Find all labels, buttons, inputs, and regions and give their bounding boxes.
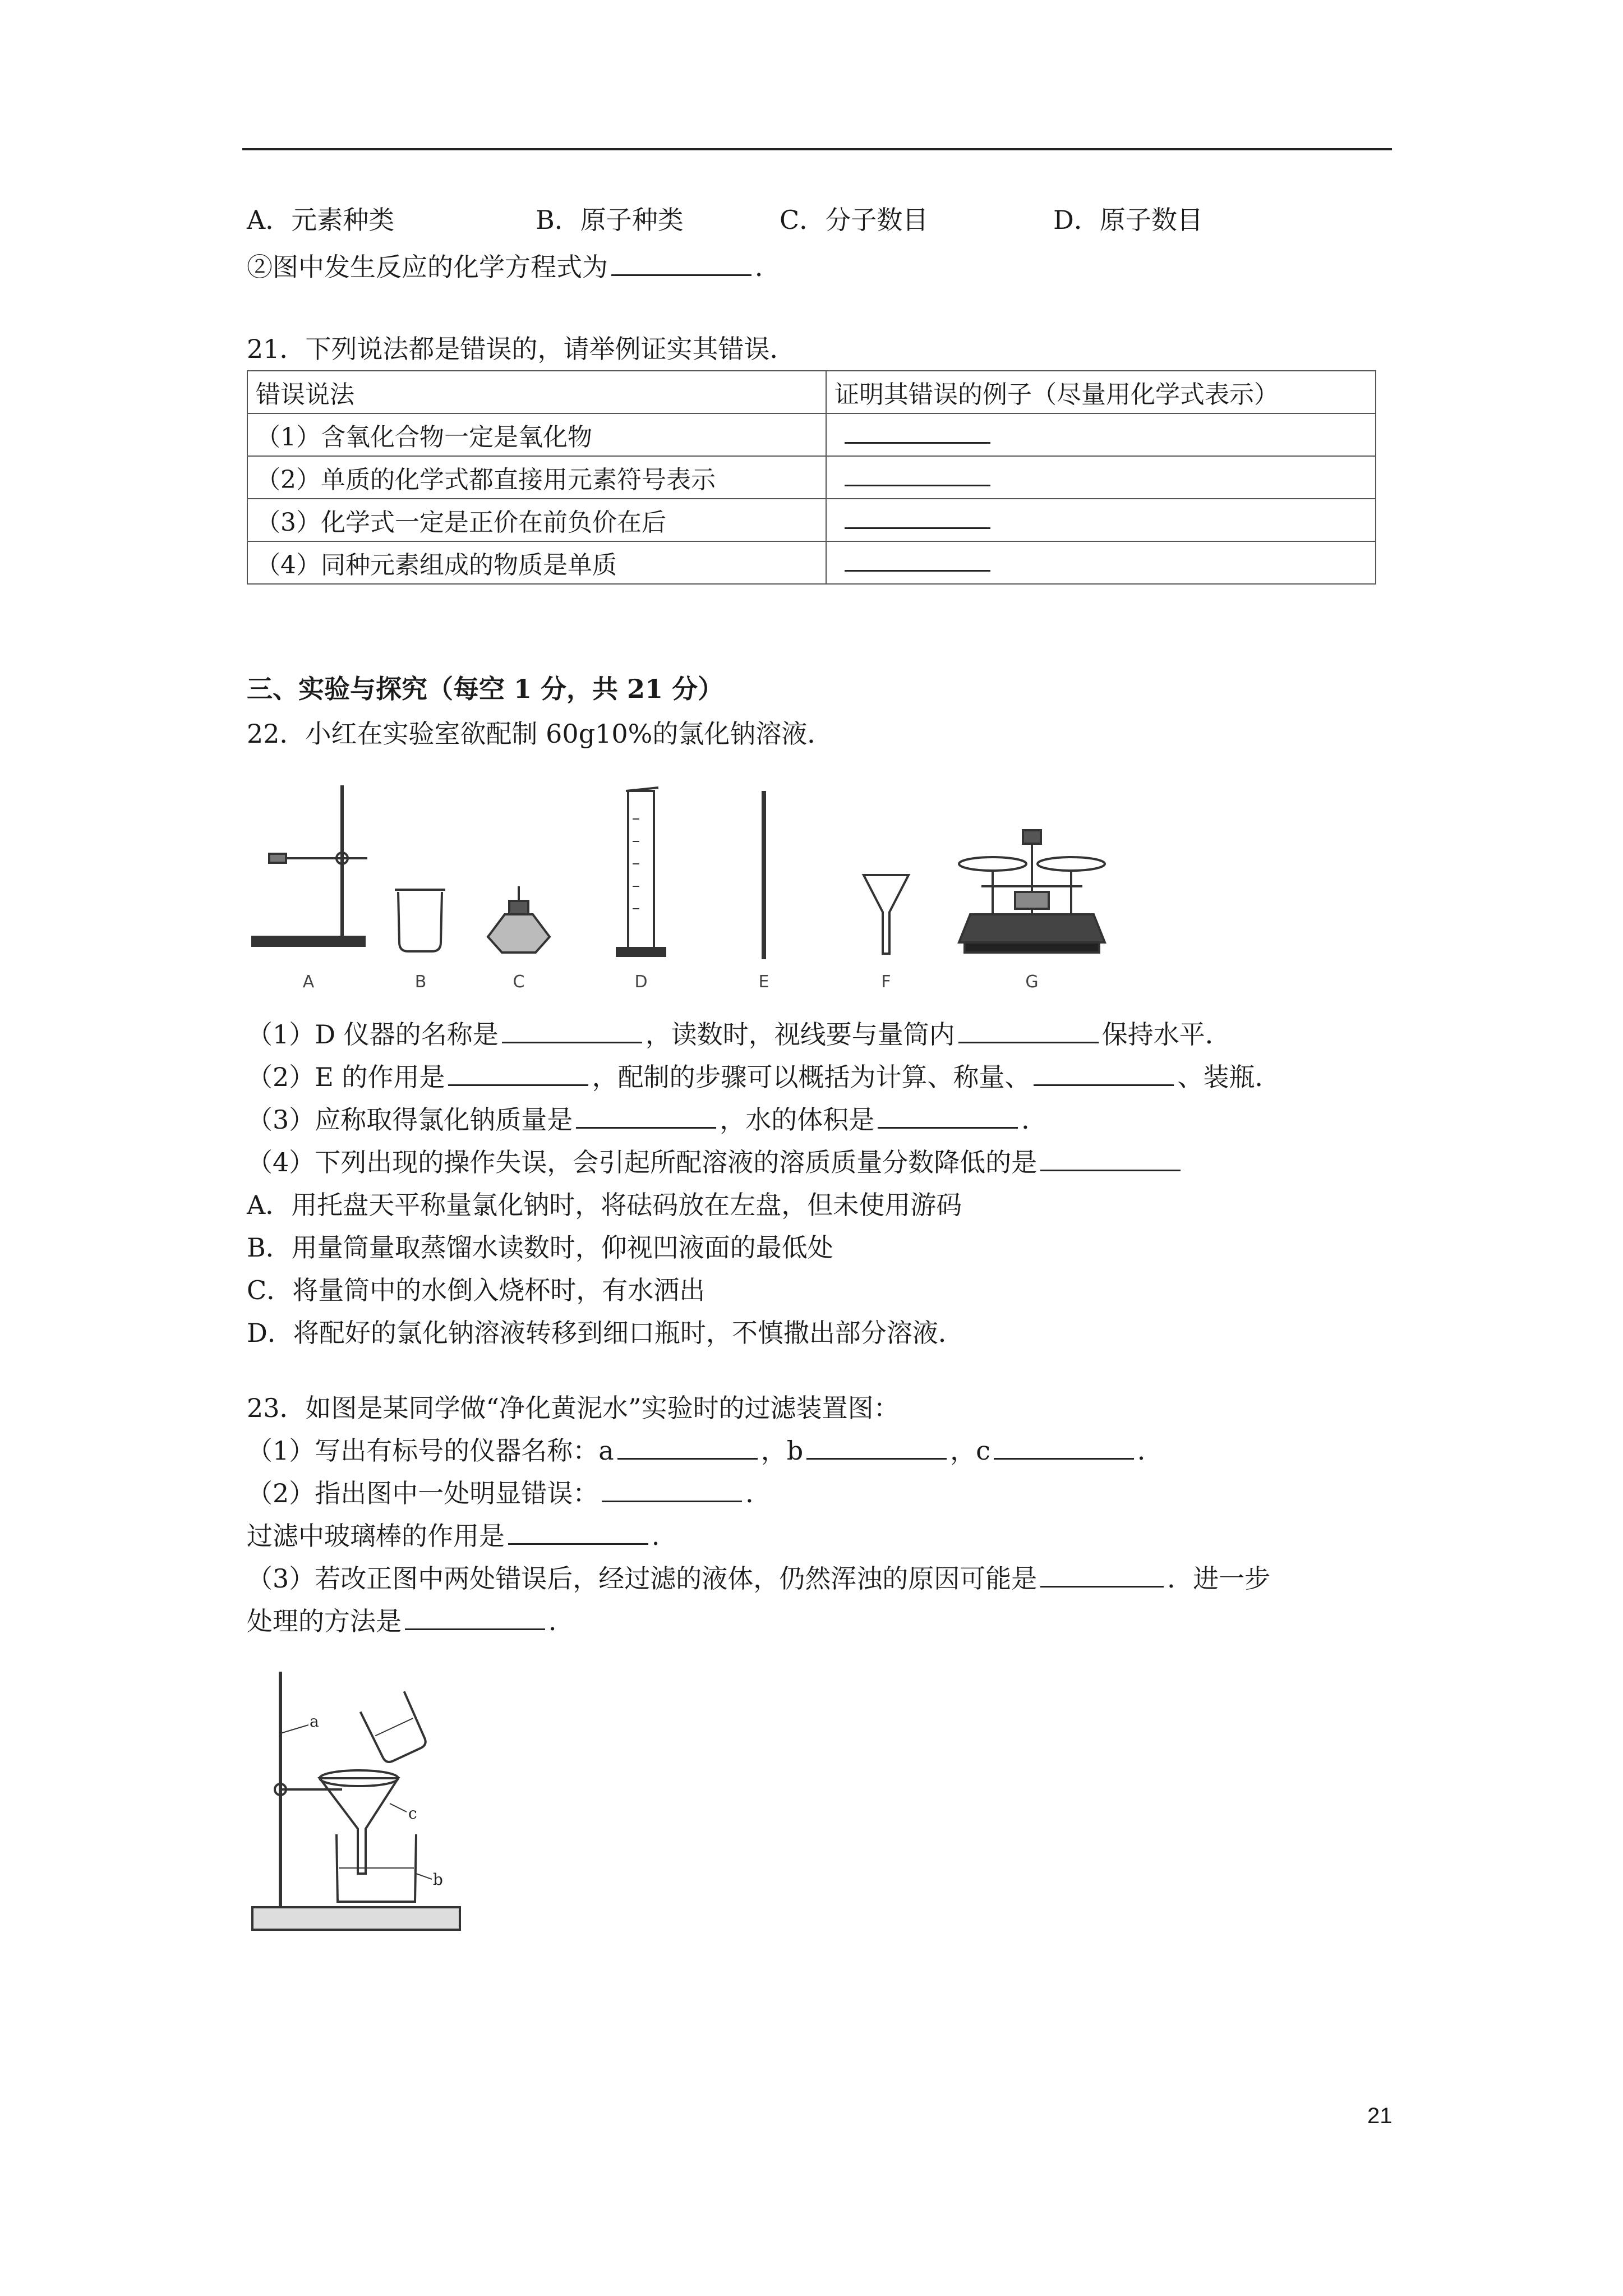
q22-option-b: B．用量筒量取蒸馏水读数时，仰视凹液面的最低处 (247, 1232, 833, 1263)
q20-option-c: C．分子数目 (780, 205, 929, 235)
q23-part2-text: ． (652, 1521, 677, 1551)
q23-part3-text: ．进一步 (1167, 1563, 1271, 1594)
q20-equation-text: ②图中发生反应的化学方程式为 (247, 252, 608, 282)
table-cell: （1）含氧化合物一定是氧化物 (247, 413, 826, 456)
figure-label-a: a (310, 1712, 319, 1731)
q23-part1-text: ． (1137, 1435, 1163, 1466)
answer-blank[interactable] (1034, 1062, 1174, 1086)
table-cell: （4）同种元素组成的物质是单质 (247, 541, 826, 584)
apparatus-label-b: B (414, 972, 427, 992)
glass-rod-icon (762, 791, 766, 959)
apparatus-label-a: A (302, 972, 315, 992)
q23-part1 (247, 1434, 1163, 1467)
q23-part2 (247, 1476, 771, 1510)
table-header-row (247, 371, 1376, 413)
table-cell: （3）化学式一定是正价在前负价在后 (247, 499, 826, 541)
answer-blank[interactable] (994, 1435, 1134, 1460)
filtration-figure (247, 1660, 482, 1952)
q20-equation-line (247, 250, 781, 284)
q22-stem: 22．小红在实验室欲配制 60g10%的氯化钠溶液． (247, 719, 833, 749)
answer-blank[interactable] (1040, 1563, 1164, 1588)
apparatus-label-f: F (881, 972, 891, 992)
table-row (247, 413, 1376, 456)
answer-blank[interactable] (405, 1606, 545, 1630)
q23-part3-cont (247, 1604, 574, 1638)
punctuation: ． (755, 252, 781, 282)
q22-part1-text: 保持水平． (1101, 1019, 1231, 1050)
apparatus-label-e: E (758, 972, 769, 992)
table-cell (826, 413, 1376, 456)
q22-part2-text: （2）E 的作用是 (247, 1062, 445, 1092)
balance-icon (959, 830, 1105, 953)
table-header-cell: 错误说法 (247, 371, 826, 413)
apparatus-label-c: C (513, 972, 525, 992)
q22-part4-text: （4）下列出现的操作失误，会引起所配溶液的溶质质量分数降低的是 (247, 1147, 1038, 1177)
q23-part1-text: （1）写出有标号的仪器名称：a (247, 1435, 614, 1466)
apparatus-figure (247, 774, 1122, 999)
table-header-cell: 证明其错误的例子（尽量用化学式表示） (826, 371, 1376, 413)
answer-blank[interactable] (602, 1478, 742, 1502)
filtration-apparatus-icon (252, 1672, 460, 1930)
answer-blank[interactable] (502, 1019, 642, 1043)
table-cell (826, 456, 1376, 499)
q23-part2-text: 过滤中玻璃棒的作用是 (247, 1521, 505, 1551)
answer-blank[interactable] (845, 547, 990, 572)
section-heading: 三、实验与探究（每空 1 分，共 21 分） (247, 674, 724, 704)
table-cell (826, 499, 1376, 541)
answer-blank[interactable] (576, 1105, 716, 1129)
q23-part2-text: （2）指出图中一处明显错误： (247, 1478, 599, 1508)
q22-part3-text: ． (1021, 1105, 1048, 1135)
q23-part2-text: ． (745, 1478, 772, 1508)
figure-label-c: c (408, 1804, 417, 1823)
header-rule (242, 148, 1392, 150)
answer-blank[interactable] (1040, 1147, 1181, 1171)
table-row (247, 499, 1376, 541)
iron-stand-icon (252, 785, 367, 946)
figure-label-b: b (433, 1870, 443, 1889)
table-cell: （2）单质的化学式都直接用元素符号表示 (247, 456, 826, 499)
q22-part1 (247, 1018, 1231, 1051)
answer-blank[interactable] (448, 1062, 588, 1086)
q20-option-b: B．原子种类 (536, 205, 684, 235)
q23-part3 (247, 1562, 1270, 1595)
answer-blank[interactable] (508, 1521, 648, 1545)
q22-part1-text: （1）D 仪器的名称是 (247, 1019, 499, 1050)
apparatus-label-d: D (634, 972, 648, 992)
q23-part2-cont (247, 1519, 677, 1553)
table-cell (826, 541, 1376, 584)
funnel-icon (864, 875, 909, 954)
q21-table (247, 370, 1376, 585)
q22-option-c: C．将量筒中的水倒入烧杯时，有水洒出 (247, 1275, 706, 1305)
answer-blank[interactable] (958, 1019, 1099, 1043)
q22-part1-text: ，读数时，视线要与量筒内 (645, 1019, 955, 1050)
q21-stem: 21．下列说法都是错误的，请举例证实其错误． (247, 334, 796, 364)
answer-blank[interactable] (845, 462, 990, 486)
alcohol-lamp-icon (488, 886, 550, 953)
q23-part1-text: ，c (950, 1435, 990, 1466)
table-row (247, 456, 1376, 499)
answer-blank[interactable] (617, 1435, 758, 1460)
q22-part4 (247, 1145, 1184, 1179)
q23-part1-text: ，b (760, 1435, 804, 1466)
page-number: 21 (1367, 2104, 1393, 2128)
q23-stem: 23．如图是某同学做“净化黄泥水”实验时的过滤装置图： (247, 1393, 900, 1423)
q22-option-d: D．将配好的氯化钠溶液转移到细口瓶时，不慎撒出部分溶液． (247, 1318, 964, 1348)
answer-blank[interactable] (878, 1105, 1018, 1129)
q22-part3 (247, 1103, 1047, 1137)
q22-option-a: A．用托盘天平称量氯化钠时，将砝码放在左盘，但未使用游码 (247, 1190, 962, 1220)
graduated-cylinder-icon (617, 788, 665, 956)
answer-blank[interactable] (845, 420, 990, 444)
q22-part3-text: ，水的体积是 (720, 1105, 875, 1135)
q23-part3-text: ． (548, 1606, 574, 1636)
answer-blank[interactable] (611, 252, 751, 276)
apparatus-label-g: G (1025, 972, 1039, 992)
q23-part3-text: （3）若改正图中两处错误后，经过滤的液体，仍然浑浊的原因可能是 (247, 1563, 1038, 1594)
beaker-icon (395, 890, 445, 951)
q22-part3-text: （3）应称取得氯化钠质量是 (247, 1105, 573, 1135)
answer-blank[interactable] (845, 505, 990, 529)
answer-blank[interactable] (806, 1435, 947, 1460)
q20-option-a: A．元素种类 (247, 205, 395, 235)
q22-part2-text: ，配制的步骤可以概括为计算、称量、 (592, 1062, 1031, 1092)
q20-option-d: D．原子数目 (1053, 205, 1203, 235)
q23-part3-text: 处理的方法是 (247, 1606, 402, 1636)
q22-part2-text: 、装瓶． (1177, 1062, 1281, 1092)
table-row (247, 541, 1376, 584)
q22-part2 (247, 1060, 1280, 1094)
